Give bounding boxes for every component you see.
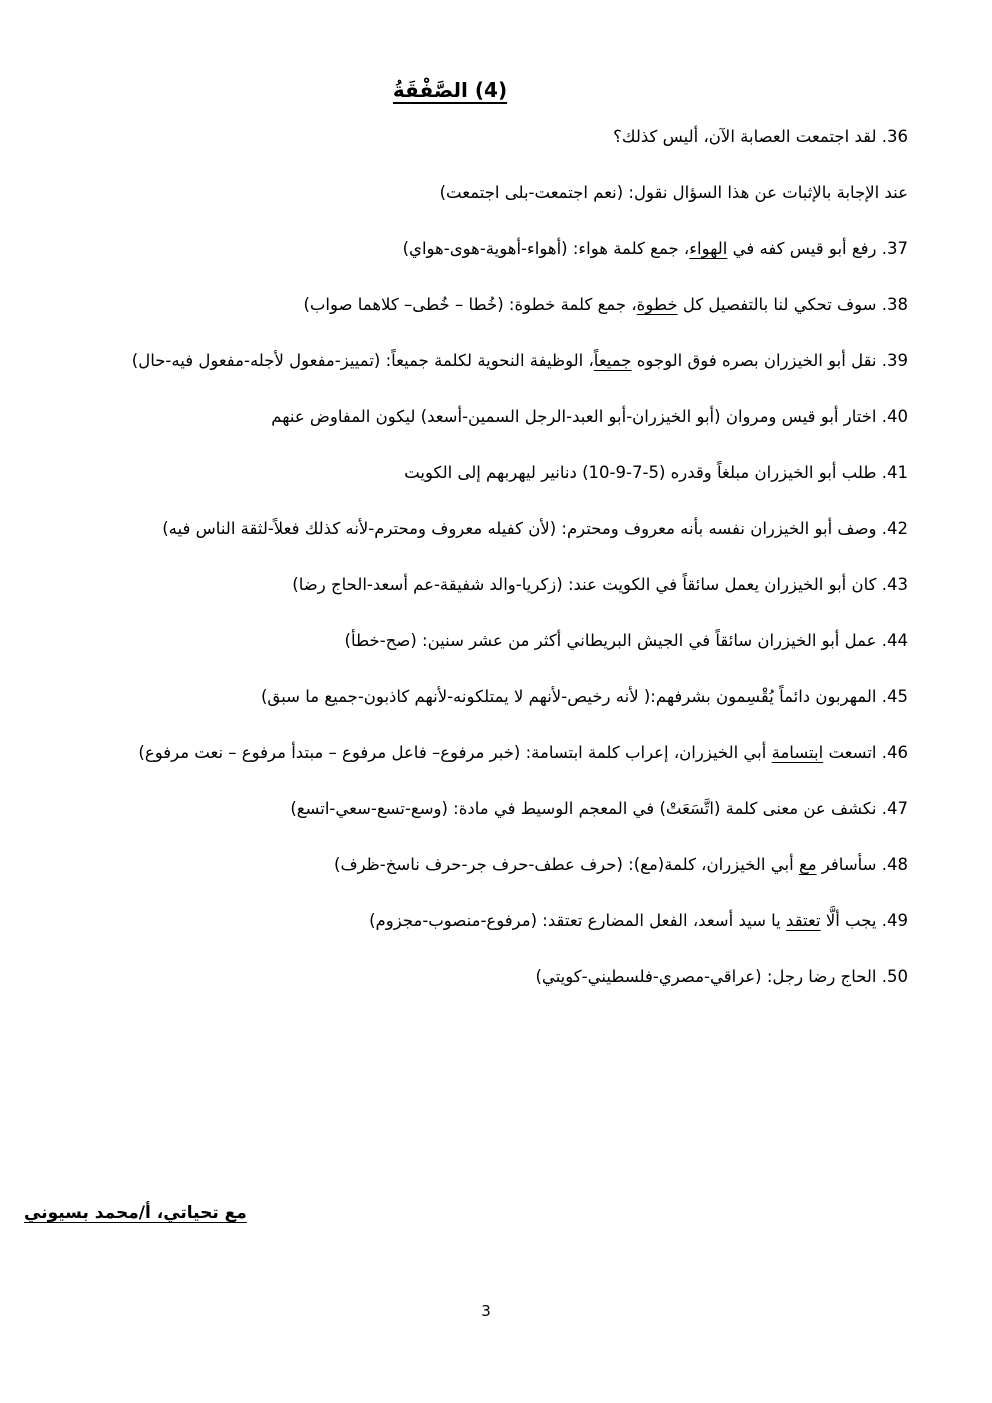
question-39: 39. نقل أبو الخيزران بصره فوق الوجوه جميعاً، الوظيفة النحوية لكلمة جميعاً: (تمييز-مفعول لأجله-مفعول فيه-حال) <box>131 351 908 370</box>
page-number: 3 <box>481 1302 491 1320</box>
question-45: 45. المهربون دائماً يُقْسِمون بشرفهم:( لأنه رخيص-لأنهم لا يمتلكونه-لأنهم كاذبون-جميع ما سبق) <box>261 687 908 706</box>
question-37: 37. رفع أبو قيس كفه في الهواء، جمع كلمة هواء: (أهواء-أهوية-هوى-هواي) <box>402 239 908 258</box>
underlined-word: الهواء <box>689 239 728 258</box>
page-title: (4) الصَّفْقَةُ <box>392 78 508 102</box>
question-41: 41. طلب أبو الخيزران مبلغاً وقدره (5-7-9-10) دنانير ليهربهم إلى الكويت <box>404 463 908 482</box>
question-list <box>30 122 908 1018</box>
question-47: 47. نكشف عن معنى كلمة (اتَّسَعَتْ) في المعجم الوسيط في مادة: (وسع-تسع-سعي-اتسع) <box>290 799 908 818</box>
question-40: 40. اختار أبو قيس ومروان (أبو الخيزران-أبو العبد-الرجل السمين-أسعد) ليكون المفاوض عنهم <box>271 407 908 426</box>
question-36: 36. لقد اجتمعت العصابة الآن، أليس كذلك؟ <box>613 127 908 146</box>
question-43: 43. كان أبو الخيزران يعمل سائقاً في الكويت عند: (زكريا-والد شفيقة-عم أسعد-الحاج رضا) <box>292 575 908 594</box>
question-50: 50. الحاج رضا رجل: (عراقي-مصري-فلسطيني-كويتي) <box>535 967 908 986</box>
underlined-word: ابتسامة <box>771 743 824 762</box>
question-42: 42. وصف أبو الخيزران نفسه بأنه معروف ومحترم: (لأن كفيله معروف ومحترم-لأنه كذلك فعلاً-لثقة الناس فيه) <box>162 519 908 538</box>
question-48: 48. سأسافر مع أبي الخيزران، كلمة(مع): (حرف عطف-حرف جر-حرف ناسخ-ظرف) <box>334 855 908 874</box>
underlined-word: مع <box>798 855 817 874</box>
underlined-word: تعتقد <box>786 911 821 930</box>
question-49: 49. يجب ألَّا تعتقد يا سيد أسعد، الفعل المضارع تعتقد: (مرفوع-منصوب-مجزوم) <box>369 911 908 930</box>
underlined-word: خطوة <box>636 295 678 314</box>
question-46: 46. اتسعت ابتسامة أبي الخيزران، إعراب كلمة ابتسامة: (خبر مرفوع– فاعل مرفوع – مبتدأ مرفوع – نعت مرفوع) <box>138 743 908 762</box>
question-38: 38. سوف تحكي لنا بالتفصيل كل خطوة، جمع كلمة خطوة: (خُطا – خُطى– كلاهما صواب) <box>303 295 908 314</box>
answer-note: عند الإجابة بالإثبات عن هذا السؤال نقول: (نعم اجتمعت-بلى اجتمعت) <box>439 183 908 202</box>
underlined-word: جميعاً <box>593 351 632 370</box>
signature: مع تحياتي، أ/محمد بسيوني <box>24 1203 247 1223</box>
question-44: 44. عمل أبو الخيزران سائقاً في الجيش البريطاني أكثر من عشر سنين: (صح-خطأ) <box>344 631 908 650</box>
